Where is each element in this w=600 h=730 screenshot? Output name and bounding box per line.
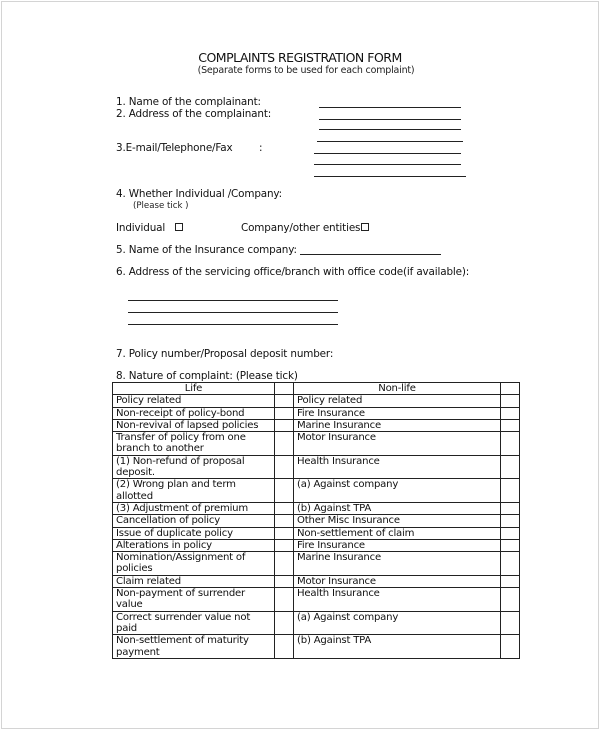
nonlife-complaint-cell: (a) Against company: [294, 479, 501, 503]
nonlife-tick-cell[interactable]: [501, 552, 520, 576]
table-row: [113, 575, 520, 587]
office-address-input-line-1[interactable]: [128, 300, 338, 301]
nonlife-complaint-cell: Marine Insurance: [294, 419, 501, 431]
life-tick-cell[interactable]: [275, 502, 294, 514]
nonlife-complaint-cell: Marine Insurance: [294, 552, 501, 576]
table-row: [113, 395, 520, 407]
life-complaint-cell: Policy related: [113, 395, 275, 407]
table-row: [113, 455, 520, 479]
life-complaint-cell: Non-receipt of policy-bond: [113, 407, 275, 419]
q2-label: 2. Address of the complainant:: [116, 108, 272, 120]
life-tick-cell[interactable]: [275, 635, 294, 659]
nonlife-tick-cell[interactable]: [501, 455, 520, 479]
life-tick-cell[interactable]: [275, 407, 294, 419]
option-company[interactable]: [241, 222, 369, 234]
header-nonlife: Non-life: [294, 383, 501, 395]
nonlife-tick-cell[interactable]: [501, 479, 520, 503]
q6-label: 6. Address of the servicing office/branch with office code(if available):: [116, 266, 470, 278]
q5-label: 5. Name of the Insurance company:: [116, 244, 297, 256]
insurance-company-input-line[interactable]: [300, 254, 441, 255]
life-tick-cell[interactable]: [275, 455, 294, 479]
nonlife-complaint-cell: Fire Insurance: [294, 407, 501, 419]
nonlife-tick-cell[interactable]: [501, 575, 520, 587]
life-complaint-cell: Alterations in policy: [113, 539, 275, 551]
life-complaint-cell: Issue of duplicate policy: [113, 527, 275, 539]
q1-label: 1. Name of the complainant:: [116, 96, 261, 108]
office-address-input-line-2[interactable]: [128, 312, 338, 313]
nonlife-tick-cell[interactable]: [501, 515, 520, 527]
nonlife-complaint-cell: Policy related: [294, 395, 501, 407]
life-complaint-cell: Transfer of policy from one branch to another: [113, 432, 275, 456]
nonlife-complaint-cell: Other Misc Insurance: [294, 515, 501, 527]
form-subtitle: (Separate forms to be used for each complaint): [197, 65, 415, 76]
nonlife-complaint-cell: (a) Against company: [294, 611, 501, 635]
nonlife-tick-cell[interactable]: [501, 395, 520, 407]
nonlife-complaint-cell: Motor Insurance: [294, 432, 501, 456]
life-tick-cell[interactable]: [275, 588, 294, 612]
q3-colon: :: [259, 142, 263, 154]
nonlife-complaint-cell: Fire Insurance: [294, 539, 501, 551]
life-tick-cell[interactable]: [275, 432, 294, 456]
nonlife-tick-cell[interactable]: [501, 635, 520, 659]
q4-hint: (Please tick ): [133, 201, 189, 211]
table-row: [113, 539, 520, 551]
nonlife-tick-cell[interactable]: [501, 407, 520, 419]
form-title: COMPLAINTS REGISTRATION FORM: [198, 50, 402, 65]
nonlife-complaint-cell: Health Insurance: [294, 588, 501, 612]
office-address-input-line-3[interactable]: [128, 324, 338, 325]
header-life: Life: [113, 383, 275, 395]
life-complaint-cell: Non-payment of surrender value: [113, 588, 275, 612]
table-row: [113, 479, 520, 503]
address-input-line-1[interactable]: [319, 119, 461, 120]
life-complaint-cell: Claim related: [113, 575, 275, 587]
header-nonlife-tick: [501, 383, 520, 395]
table-row: [113, 407, 520, 419]
nonlife-tick-cell[interactable]: [501, 527, 520, 539]
nonlife-complaint-cell: (b) Against TPA: [294, 502, 501, 514]
name-input-line[interactable]: [319, 107, 461, 108]
life-complaint-cell: (2) Wrong plan and term allotted: [113, 479, 275, 503]
life-complaint-cell: Cancellation of policy: [113, 515, 275, 527]
q8-label: 8. Nature of complaint: (Please tick): [116, 370, 298, 382]
address-input-line-2[interactable]: [319, 129, 461, 130]
table-row: [113, 419, 520, 431]
life-tick-cell[interactable]: [275, 419, 294, 431]
nonlife-tick-cell[interactable]: [501, 432, 520, 456]
life-tick-cell[interactable]: [275, 527, 294, 539]
life-complaint-cell: (3) Adjustment of premium: [113, 502, 275, 514]
nonlife-complaint-cell: Non-settlement of claim: [294, 527, 501, 539]
life-tick-cell[interactable]: [275, 539, 294, 551]
nonlife-complaint-cell: Health Insurance: [294, 455, 501, 479]
complaint-type-table: [112, 382, 520, 659]
table-row: [113, 502, 520, 514]
option-individual[interactable]: [116, 222, 183, 234]
address-input-line-3[interactable]: [317, 141, 463, 142]
table-row: [113, 588, 520, 612]
nonlife-complaint-cell: (b) Against TPA: [294, 635, 501, 659]
life-tick-cell[interactable]: [275, 515, 294, 527]
contact-input-line-3[interactable]: [314, 176, 466, 177]
contact-input-line-2[interactable]: [314, 164, 461, 165]
table-row: [113, 515, 520, 527]
life-tick-cell[interactable]: [275, 552, 294, 576]
q7-label: 7. Policy number/Proposal deposit number:: [116, 348, 334, 360]
nonlife-tick-cell[interactable]: [501, 539, 520, 551]
option-individual-label: Individual: [116, 222, 166, 234]
life-complaint-cell: Correct surrender value not paid: [113, 611, 275, 635]
life-tick-cell[interactable]: [275, 611, 294, 635]
company-checkbox[interactable]: [361, 223, 369, 231]
q4-label: 4. Whether Individual /Company:: [116, 188, 283, 200]
table-row: [113, 552, 520, 576]
contact-input-line-1[interactable]: [314, 153, 461, 154]
table-row: [113, 635, 520, 659]
life-tick-cell[interactable]: [275, 575, 294, 587]
q3-label: 3.E-mail/Telephone/Fax: [116, 142, 233, 154]
table-row: [113, 527, 520, 539]
life-tick-cell[interactable]: [275, 479, 294, 503]
nonlife-tick-cell[interactable]: [501, 588, 520, 612]
option-company-label: Company/other entities: [241, 222, 361, 234]
life-complaint-cell: Non-revival of lapsed policies: [113, 419, 275, 431]
life-complaint-cell: Non-settlement of maturity payment: [113, 635, 275, 659]
nonlife-tick-cell[interactable]: [501, 611, 520, 635]
table-row: [113, 611, 520, 635]
nonlife-complaint-cell: Motor Insurance: [294, 575, 501, 587]
life-tick-cell[interactable]: [275, 395, 294, 407]
nonlife-tick-cell[interactable]: [501, 419, 520, 431]
individual-checkbox[interactable]: [175, 223, 183, 231]
table-header-row: [113, 383, 520, 395]
table-row: [113, 432, 520, 456]
header-life-tick: [275, 383, 294, 395]
life-complaint-cell: (1) Non-refund of proposal deposit.: [113, 455, 275, 479]
nonlife-tick-cell[interactable]: [501, 502, 520, 514]
life-complaint-cell: Nomination/Assignment of policies: [113, 552, 275, 576]
